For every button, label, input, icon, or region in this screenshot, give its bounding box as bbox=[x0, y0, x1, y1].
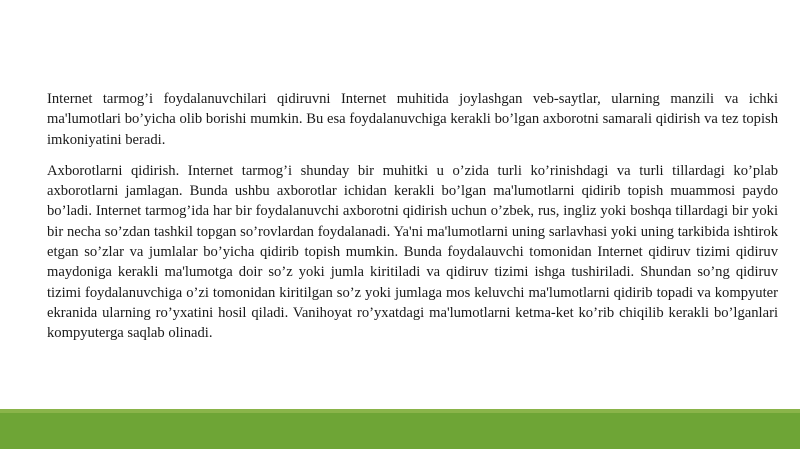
footer-bar bbox=[0, 413, 800, 449]
slide-body-text bbox=[47, 89, 778, 355]
paragraph-information-search: Axborotlarni qidirish. Internet tarmog’i shunday bir muhitki u o’zida turli ko’rinishdagi va turli tillardagi ko’plab axborotlarni jamlagan. Bunda ushbu axborotlar ichidan kerakli bo’lgan ma'lumotlarni qidirib topish muammosi paydo bo’ladi. Internet tarmog’ida har bir foydalanuvchi axborotni qidirish uchun o’zbek, rus, ingliz yoki boshqa tillardagi bir yoki bir necha so’zdan tashkil topgan so’rovlardan foydalanadi. Ya'ni ma'lumotlarni uning sarlavhasi yoki uning tarkibida ishtirok etgan so’zlar va jumlalar bo’yicha qidirib topish mumkin. Bunda foydalauvchi tomonidan Internet qidiruv tizimi qidiruv maydoniga kerakli ma'lumotga doir so’z yoki jumla kiritiladi va qidiruv tizimi ishga tushiriladi. Shundan so’ng qidiruv tizimi foydalanuvchiga o’zi tomonidan kiritilgan so’z yoki jumlaga mos keluvchi ma'lumotlarni qidirib topadi va kompyuter ekranida ularning ro’yxatini hosil qiladi. Vanihoyat ro’yxatdagi ma'lumotlarni ketma-ket ko’rib chiqilib kerakli bo’lganlari kompyuterga saqlab olinadi. bbox=[47, 162, 778, 342]
paragraph-intro: Internet tarmog’i foydalanuvchilari qidiruvni Internet muhitida joylashgan veb-saytlar, ularning manzili va ichki ma'lumotlari bo’yicha olib borishi mumkin. Bu esa foydalanuvchiga kerakli bo’lgan axborotni samarali qidirish va tez topish imkoniyatini beradi. bbox=[47, 91, 778, 148]
